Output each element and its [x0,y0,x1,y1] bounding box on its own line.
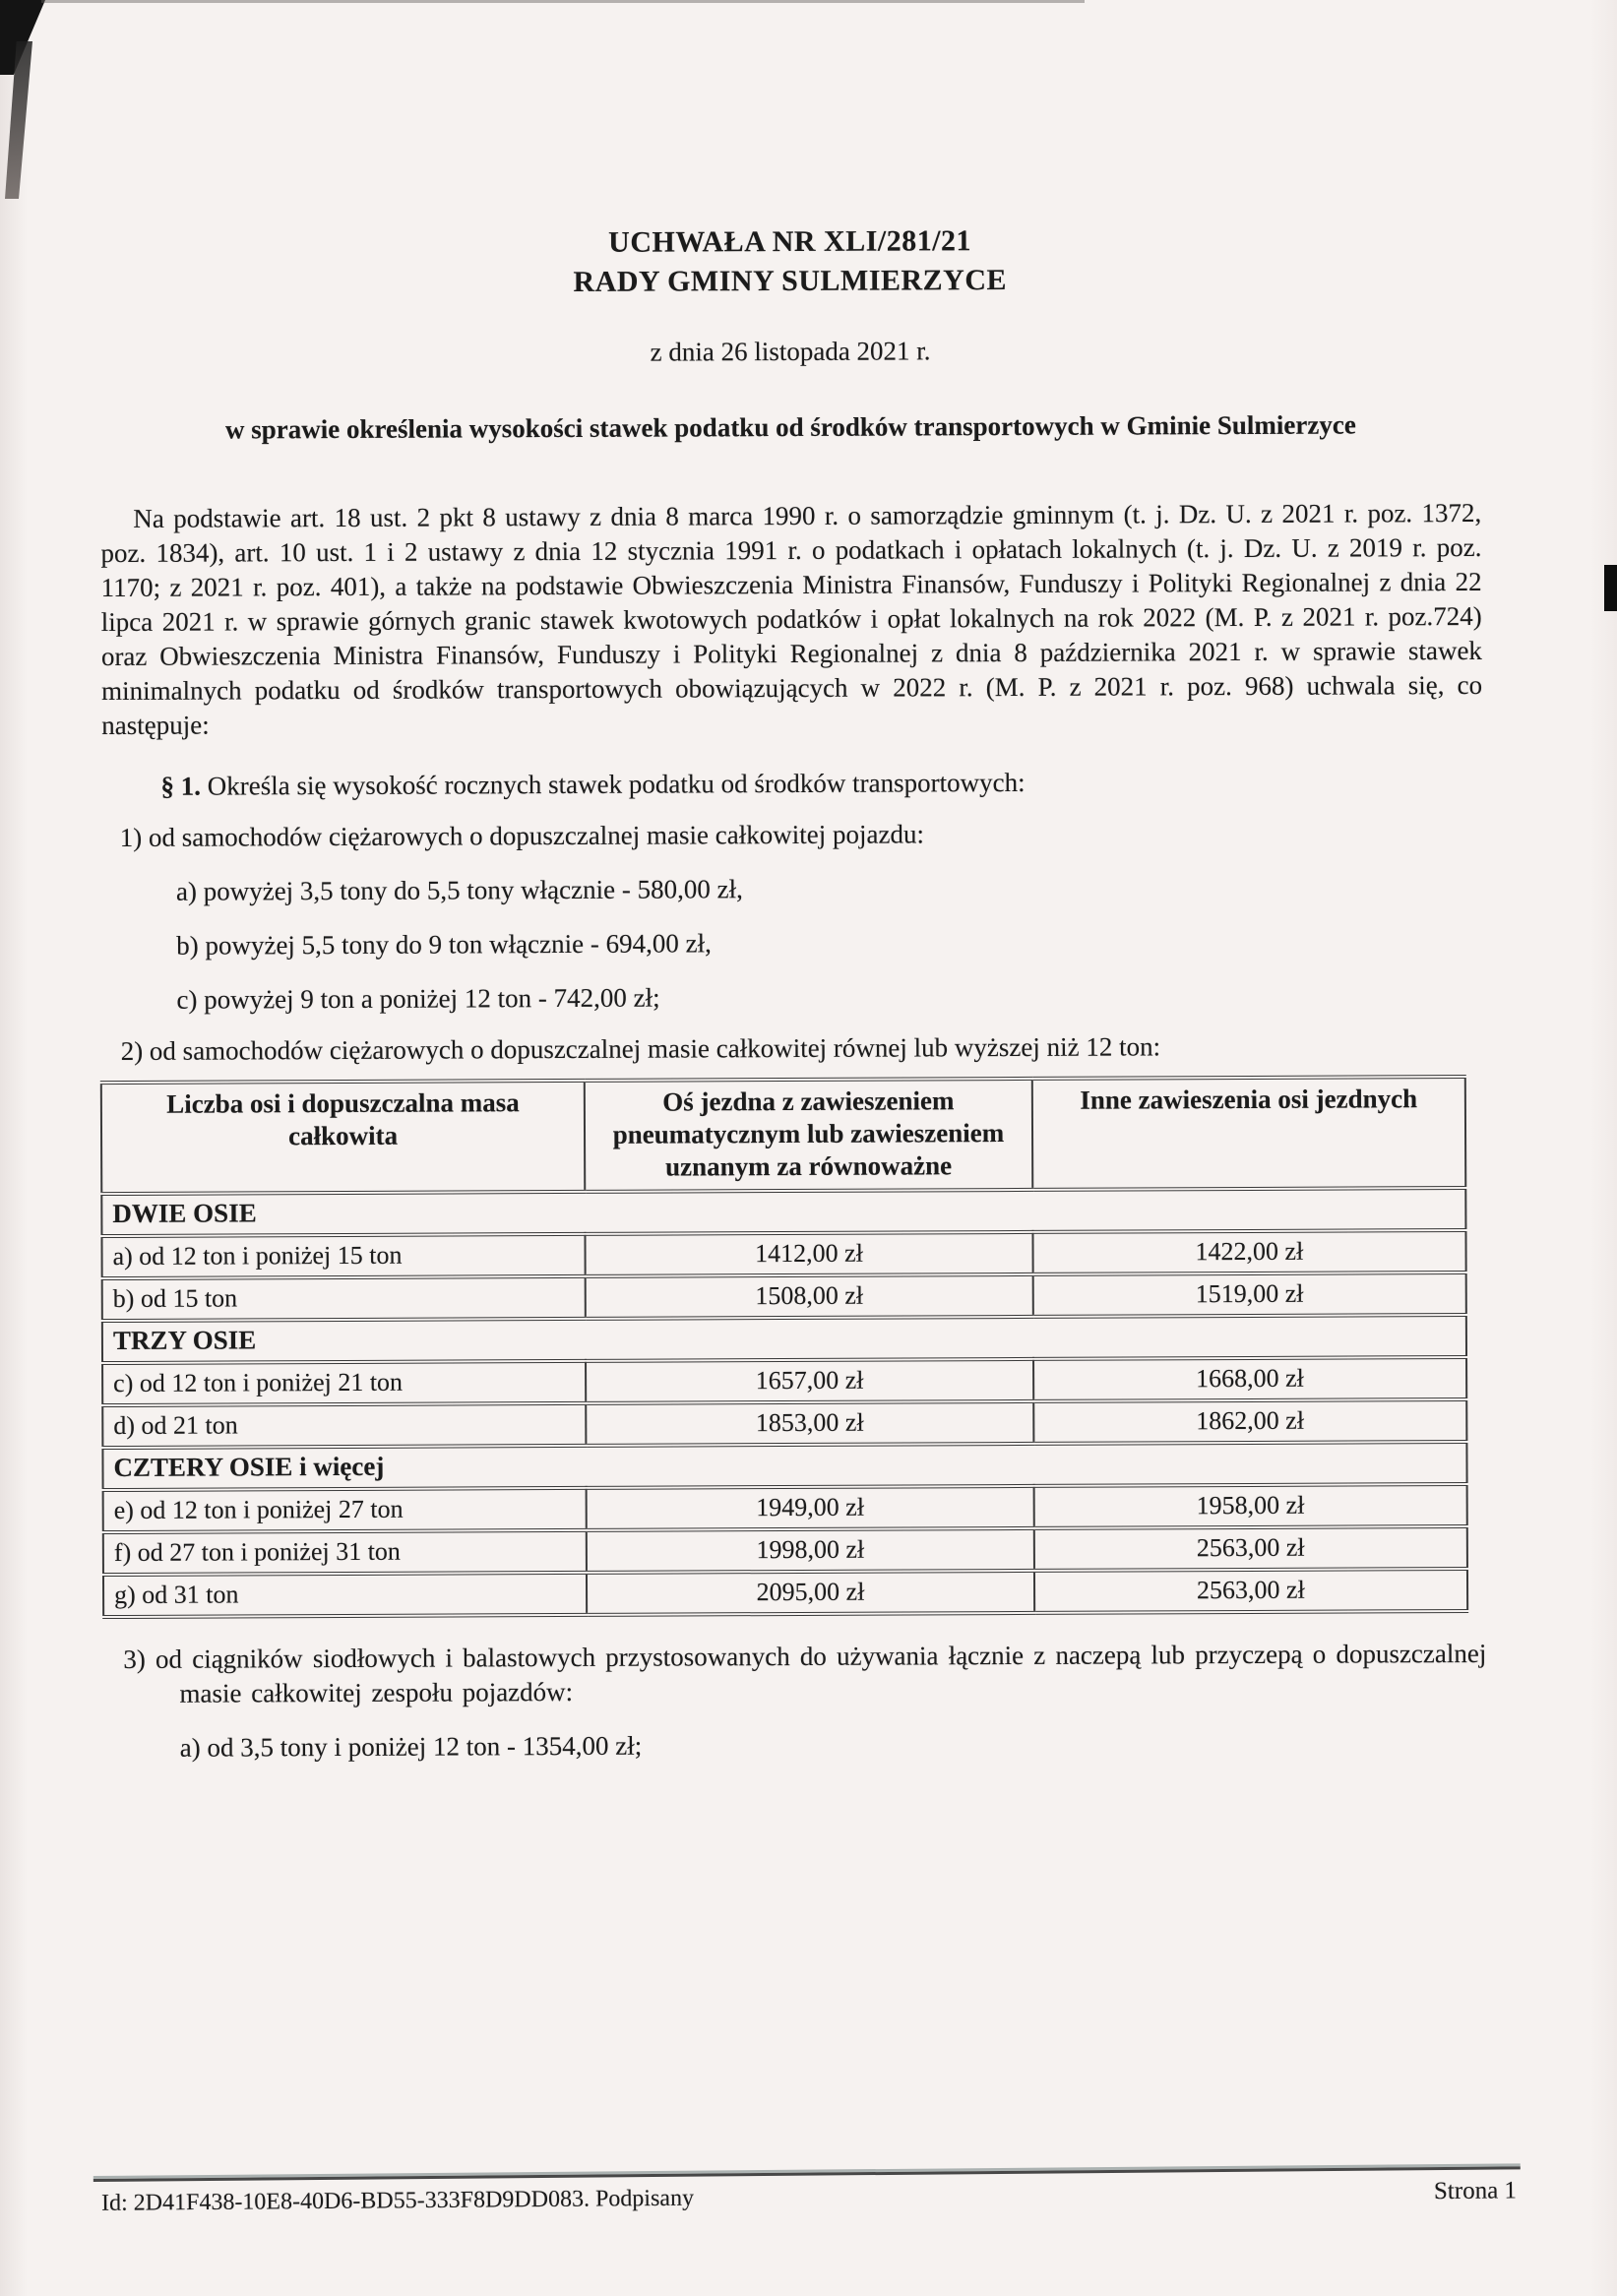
table-cell-value: 1422,00 zł [1032,1230,1466,1274]
table-cell-value: 1657,00 zł [586,1359,1033,1403]
date-line: z dnia 26 listopada 2021 r. [650,336,931,367]
section-1-heading [101,764,1482,804]
document-body [98,0,1487,1766]
table-section-row [102,1315,1466,1363]
table-cell-value: 1998,00 zł [587,1528,1034,1573]
table-cell-category: f) od 27 ton i poniżej 31 ton [103,1530,587,1575]
subject-line: w sprawie określenia wysokości stawek podatku od środków transportowych w Gminie Sulmierzyce [224,409,1356,445]
table-cell-category: a) od 12 ton i poniżej 15 ton [101,1234,585,1278]
item-1b: b) powyżej 5,5 tony do 9 ton włącznie - 694,00 zł, [176,928,712,961]
table-cell-value: 1412,00 zł [586,1232,1033,1276]
table-section-row [102,1442,1466,1490]
section-1-symbol: § 1. [160,771,202,801]
table-row [102,1399,1466,1448]
table-cell-category: d) od 21 ton [102,1403,586,1448]
table-row [103,1526,1467,1575]
council-name: RADY GMINY SULMIERZYCE [573,264,1008,298]
table-cell-value: 1958,00 zł [1033,1484,1467,1528]
table-cell-value: 2563,00 zł [1034,1569,1468,1613]
table-cell-value: 2563,00 zł [1033,1526,1467,1571]
table-header-pneumatic-suspension: Oś jezdna z zawieszeniem pneumatycznym lub zawieszeniem uznanym za równoważne [585,1079,1032,1192]
preamble-paragraph: Na podstawie art. 18 ust. 2 pkt 8 ustawy z dnia 8 marca 1990 r. o samorządzie gminnym (t. j. Dz. U. z 2021 r. poz. 1372, poz. 1834), art. 10 ust. 1 i 2 ustawy z dnia 12 stycznia 1991 r. o podatkach i opłatach lokalnych (t. j. Dz. U. z 2019 r. poz. 1170; z 2021 r. poz. 401), a także na podstawie Obwieszczenia Ministra Finansów, Funduszy i Polityki Regionalnej z dnia 22 lipca 2021 r. w sprawie górnych granic stawek kwotowych podatków i opłat lokalnych na rok 2022 (M. P. z 2021 r. poz.724) oraz Obwieszczenia Ministra Finansów, Funduszy i Polityki Regionalnej z dnia 8 października 2021 r. w sprawie stawek minimalnych podatku od środków transportowych obowiązujących w 2022 r. (M. P. z 2021 r. poz. 968) uchwala się, co następuje: [100,497,1483,741]
item-1a: a) powyżej 3,5 tony do 5,5 tony włącznie - 580,00 zł, [175,874,743,906]
tax-rates-table [100,1075,1468,1619]
table-row [103,1484,1467,1532]
table-cell-value: 1853,00 zł [586,1401,1033,1446]
table-section-label: TRZY OSIE [102,1315,1466,1363]
item-1: 1) od samochodów ciężarowych o dopuszczalnej masie całkowitej pojazdu: [119,819,924,852]
scan-artifact-right-edge-mark [1604,565,1617,611]
footer-page-number: Strona 1 [1433,2177,1518,2205]
tax-table-body [101,1188,1467,1617]
table-cell-category: b) od 15 ton [102,1276,586,1321]
table-cell-value: 1862,00 zł [1033,1399,1467,1444]
table-cell-category: c) od 12 ton i poniżej 21 ton [102,1361,586,1405]
table-row [102,1272,1466,1321]
table-cell-value: 1508,00 zł [586,1274,1033,1319]
item-1c: c) powyżej 9 ton a poniżej 12 ton - 742,00 zł; [176,982,660,1015]
table-row [102,1357,1466,1405]
table-header-row [101,1077,1465,1194]
table-cell-value: 1949,00 zł [587,1486,1034,1530]
document-title [99,219,1480,304]
table-header-other-suspension: Inne zawieszenia osi jezdnych [1031,1077,1465,1190]
table-section-row [101,1188,1465,1236]
section-1-text: Określa się wysokość rocznych stawek podatku od środków transportowych: [200,767,1026,801]
item-3a: a) od 3,5 tony i poniżej 12 ton - 1354,00 zł; [179,1730,643,1763]
footer-document-id: Id: 2D41F438-10E8-40D6-BD55-333F8D9DD083. Podpisany [100,2185,695,2216]
table-row [101,1230,1465,1278]
table-cell-category: g) od 31 ton [103,1573,587,1617]
item-2: 2) od samochodów ciężarowych o dopuszczalnej masie całkowitej równej lub wyższej niż 12 ton: [120,1031,1161,1066]
table-section-label: DWIE OSIE [101,1188,1465,1236]
table-section-label: CZTERY OSIE i więcej [102,1442,1466,1490]
table-row [103,1569,1467,1617]
table-header-axes-mass: Liczba osi i dopuszczalna masa całkowita [101,1081,586,1194]
resolution-number: UCHWAŁA NR XLI/281/21 [608,224,972,259]
table-cell-value: 2095,00 zł [587,1571,1034,1615]
table-cell-category: e) od 12 ton i poniżej 27 ton [103,1488,587,1532]
page-footer [93,2166,1521,2217]
item-3: 3) od ciągników siodłowych i balastowych przystosowanych do używania łącznie z naczepą lub przyczepą o dopuszczalnej masie całkowitej zespołu pojazdów: [123,1638,1487,1708]
table-cell-value: 1668,00 zł [1033,1357,1467,1401]
table-cell-value: 1519,00 zł [1032,1272,1466,1317]
